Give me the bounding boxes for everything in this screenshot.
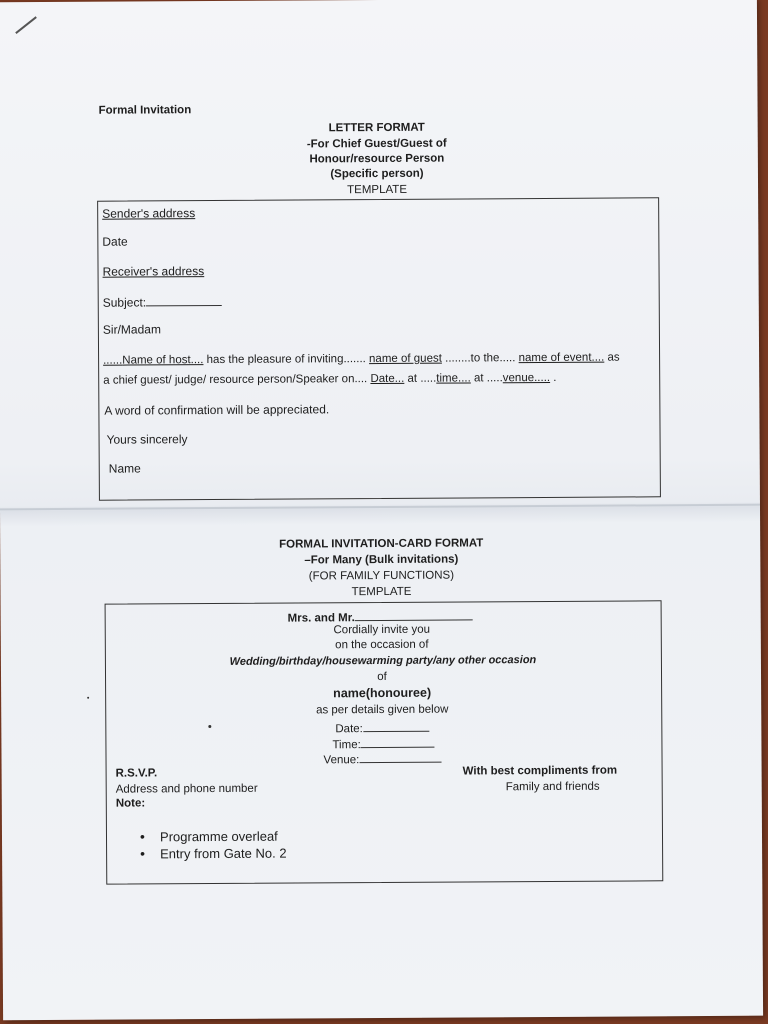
date-label: Date [102, 234, 128, 249]
rsvp-label: R.S.V.P. [115, 767, 158, 780]
receiver-address: Receiver's address [102, 264, 205, 279]
compliments-line: With best compliments from [462, 764, 618, 778]
card-date-line: Date: [335, 719, 429, 736]
list-item: • Entry from Gate No. 2 [138, 845, 287, 863]
venue-placeholder: venue..... [502, 371, 551, 385]
honouree-name: name(honouree) [333, 685, 432, 701]
occasion-types: Wedding/birthday/housewarming party/any other occasion [229, 654, 537, 668]
formal-invitation-label: Formal Invitation [98, 104, 192, 117]
hosts-blank [355, 607, 473, 621]
family-friends: Family and friends [505, 780, 600, 794]
letter-format-title: LETTER FORMAT [328, 121, 425, 135]
pen-tick-mark [15, 16, 37, 34]
invite-line: Cordially invite you [333, 623, 431, 637]
note-label: Note: [115, 797, 146, 810]
time-placeholder: time.... [436, 372, 471, 385]
card-venue-line: Venue: [323, 750, 441, 767]
letter-body-line-1: ......Name of host.... has the pleasure of inviting....... name of guest ........to the..... name of event.... as [103, 351, 620, 367]
letter-body-line-2: a chief guest/ judge/ resource person/Speaker on.... Date... at .....time.... at .....venue..... . [103, 371, 557, 387]
name-of-host: Name of host.... [122, 354, 204, 367]
salutation: Sir/Madam [102, 322, 161, 337]
name-of-event: name of event.... [518, 351, 605, 365]
note-list [138, 828, 287, 863]
confirmation-line: A word of confirmation will be appreciated. [104, 402, 330, 418]
card-format-subtitle-1: –For Many (Bulk invitations) [304, 553, 459, 567]
card-time-line: Time: [332, 735, 434, 752]
subject-line [103, 293, 222, 310]
letter-template-label: TEMPLATE [347, 183, 408, 197]
date-placeholder: Date... [370, 372, 405, 386]
subject-label: Subject: [102, 295, 147, 310]
signature-name: Name [108, 461, 141, 476]
paper-fold [0, 504, 760, 511]
occasion-intro: on the occasion of [335, 638, 429, 652]
letter-format-subtitle-1: -For Chief Guest/Guest of [306, 137, 447, 151]
card-format-subtitle-2: (FOR FAMILY FUNCTIONS) [308, 569, 455, 583]
letter-format-subtitle-2: Honour/resource Person [309, 152, 445, 166]
address-phone: Address and phone number [115, 782, 258, 796]
stray-dot [208, 725, 211, 728]
hosts-line [288, 607, 473, 624]
name-of-guest: name of guest [368, 352, 442, 366]
letter-body [103, 347, 655, 390]
sender-address: Sender's address [102, 206, 196, 221]
card-format-title: FORMAL INVITATION-CARD FORMAT [279, 537, 484, 551]
card-template-label: TEMPLATE [351, 585, 412, 599]
list-item: • Programme overleaf [138, 828, 287, 846]
of-label: of [377, 670, 387, 684]
details-line: as per details given below [316, 703, 449, 717]
closing-line: Yours sincerely [106, 432, 188, 447]
subject-blank [146, 293, 222, 306]
hosts-label: Mrs. and Mr. [287, 612, 355, 625]
stray-dot [87, 697, 89, 699]
letter-format-subtitle-3: (Specific person) [330, 167, 424, 181]
